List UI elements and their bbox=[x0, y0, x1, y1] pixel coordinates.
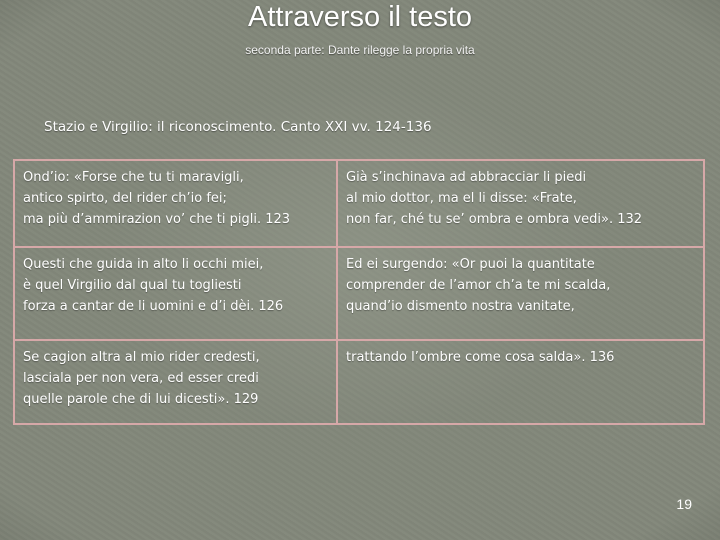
section-heading: Stazio e Virgilio: il riconoscimento. Canto XXI vv. 124-136 bbox=[44, 119, 432, 135]
verse-cell-right: Ed ei surgendo: «Or puoi la quantitate comprender de l’amor ch’a te mi scalda, quand’io dismento nostra vanitate, bbox=[337, 247, 704, 340]
slide-title: Attraverso il testo bbox=[247, 1, 473, 33]
verse-cell-left: Se cagion altra al mio rider credesti, lasciala per non vera, ed esser credi quelle parole che di lui dicesti». 129 bbox=[14, 340, 337, 424]
verse-row bbox=[14, 340, 704, 424]
verse-cell-left: Ond’io: «Forse che tu ti maravigli, antico spirto, del rider ch’io fei; ma più d’ammirazion vo’ che ti pigli. 123 bbox=[14, 160, 337, 247]
page-number: 19 bbox=[676, 496, 692, 512]
verse-cell-right: Già s’inchinava ad abbracciar li piedi al mio dottor, ma el li disse: «Frate, non far, ché tu se’ ombra e ombra vedi». 132 bbox=[337, 160, 704, 247]
verse-table bbox=[13, 159, 705, 425]
verse-cell-left: Questi che guida in alto li occhi miei, è quel Virgilio dal qual tu togliesti forza a cantar de li uomini e d’i dèi. 126 bbox=[14, 247, 337, 340]
verse-row bbox=[14, 160, 704, 247]
slide-subtitle: seconda parte: Dante rilegge la propria vita bbox=[245, 43, 475, 57]
verse-row bbox=[14, 247, 704, 340]
verse-cell-right: trattando l’ombre come cosa salda». 136 bbox=[337, 340, 704, 424]
